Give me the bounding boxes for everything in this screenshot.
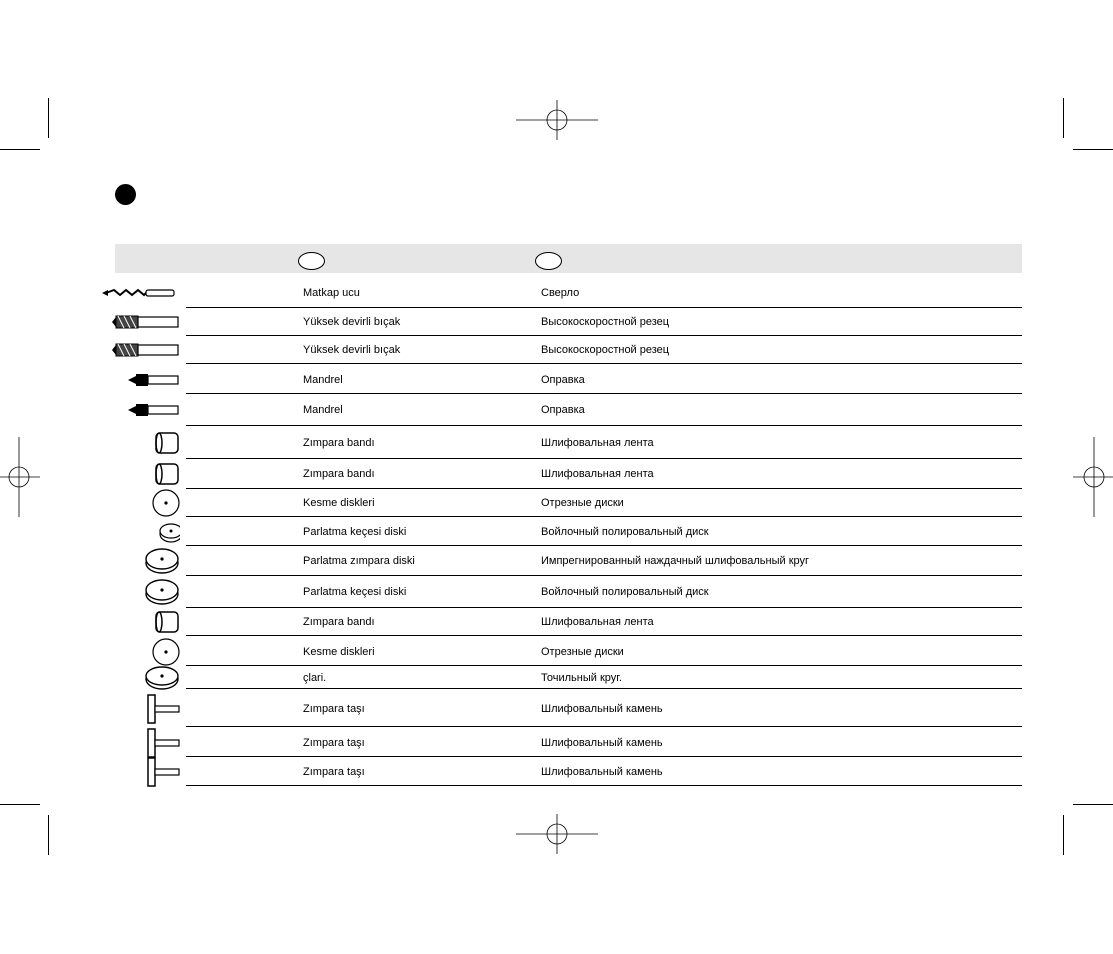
turkish-label: Kesme diskleri [303, 497, 375, 509]
russian-label: Шлифовальная лента [541, 437, 654, 449]
russian-label: Точильный круг. [541, 671, 622, 684]
turkish-label: Zımpara taşı [303, 736, 365, 749]
sanding-band-icon [100, 427, 185, 459]
table-row [0, 758, 1113, 786]
table-row [0, 576, 1113, 608]
felt-disc-icon [100, 517, 185, 546]
crop-mark [1073, 804, 1113, 805]
row-divider [186, 635, 1022, 636]
turkish-label: Zımpara bandı [303, 468, 375, 480]
language-badge-tr [298, 252, 325, 270]
russian-label: Импрегнированный наждачный шлифовальный круг [541, 555, 810, 567]
turkish-label: Zımpara bandı [303, 437, 375, 449]
turkish-label: Yüksek devirli bıçak [303, 316, 401, 328]
crop-mark [1073, 149, 1113, 150]
turkish-label: Mandrel [303, 404, 343, 416]
crop-mark [48, 98, 49, 138]
table-row [0, 308, 1113, 336]
crop-mark [0, 149, 40, 150]
crop-mark [1063, 98, 1064, 138]
russian-label: Войлочный полировальный диск [541, 525, 709, 538]
language-badge-ru [535, 252, 562, 270]
russian-label: Оправка [541, 404, 585, 416]
crop-mark [48, 815, 49, 855]
table-row [0, 690, 1113, 727]
sanding-band-icon [100, 459, 185, 489]
cutter-icon [100, 336, 185, 364]
registration-mark-icon [516, 814, 598, 854]
turkish-label: Yüksek devirli bıçak [303, 344, 401, 356]
row-divider [186, 688, 1022, 689]
cut-off-disc-icon [100, 637, 185, 666]
turkish-label: Parlatma zımpara diski [303, 555, 415, 567]
cutter-icon [100, 308, 185, 336]
russian-label: Шлифовальный камень [541, 702, 663, 715]
russian-label: Оправка [541, 373, 585, 386]
turkish-label: Parlatma keçesi diski [303, 586, 407, 598]
grinding-wheel-icon [100, 666, 185, 689]
turkish-label: Mandrel [303, 373, 343, 386]
table-row [0, 336, 1113, 364]
russian-label: Сверло [541, 286, 580, 299]
cut-off-disc-icon [100, 489, 185, 517]
table-row [0, 637, 1113, 666]
sanding-band-icon [100, 608, 185, 636]
crop-mark [0, 804, 40, 805]
table-row [0, 728, 1113, 757]
table-row [0, 666, 1113, 689]
table-header [115, 244, 1022, 273]
table-row [0, 517, 1113, 546]
russian-label: Шлифовальная лента [541, 616, 654, 628]
turkish-label: Parlatma keçesi diski [303, 525, 407, 538]
row-divider [186, 726, 1022, 727]
table-row [0, 365, 1113, 394]
row-divider [186, 425, 1022, 426]
mandrel-icon [100, 394, 185, 426]
table-row [0, 608, 1113, 636]
russian-label: Шлифовальная лента [541, 468, 654, 480]
grinding-stone-icon [100, 690, 185, 727]
drill-bit-icon [100, 277, 185, 308]
table-row [0, 277, 1113, 308]
table-row [0, 546, 1113, 576]
row-divider [186, 756, 1022, 757]
turkish-label: Zımpara bandı [303, 616, 375, 628]
grinding-stone-icon [100, 758, 185, 786]
russian-label: Отрезные диски [541, 497, 624, 509]
turkish-label: Kesme diskleri [303, 645, 375, 658]
grinding-stone-icon [100, 728, 185, 757]
turkish-label: Zımpara taşı [303, 766, 365, 778]
russian-label: Отрезные диски [541, 645, 624, 658]
polishing-wheel-icon [100, 576, 185, 608]
row-divider [186, 785, 1022, 786]
mandrel-icon [100, 365, 185, 394]
russian-label: Высокоскоростной резец [541, 316, 670, 328]
turkish-label: Zımpara taşı [303, 702, 365, 715]
turkish-label: Matkap ucu [303, 286, 360, 299]
crop-mark [1063, 815, 1064, 855]
turkish-label: çlari. [303, 671, 327, 684]
table-row [0, 427, 1113, 459]
table-row [0, 459, 1113, 489]
polishing-wheel-icon [100, 546, 185, 576]
registration-mark-icon [516, 100, 598, 140]
table-row [0, 394, 1113, 426]
table-row [0, 489, 1113, 517]
row-divider [186, 363, 1022, 364]
russian-label: Высокоскоростной резец [541, 344, 670, 356]
russian-label: Войлочный полировальный диск [541, 586, 709, 598]
section-bullet [115, 184, 136, 205]
russian-label: Шлифовальный камень [541, 766, 663, 778]
russian-label: Шлифовальный камень [541, 736, 663, 749]
